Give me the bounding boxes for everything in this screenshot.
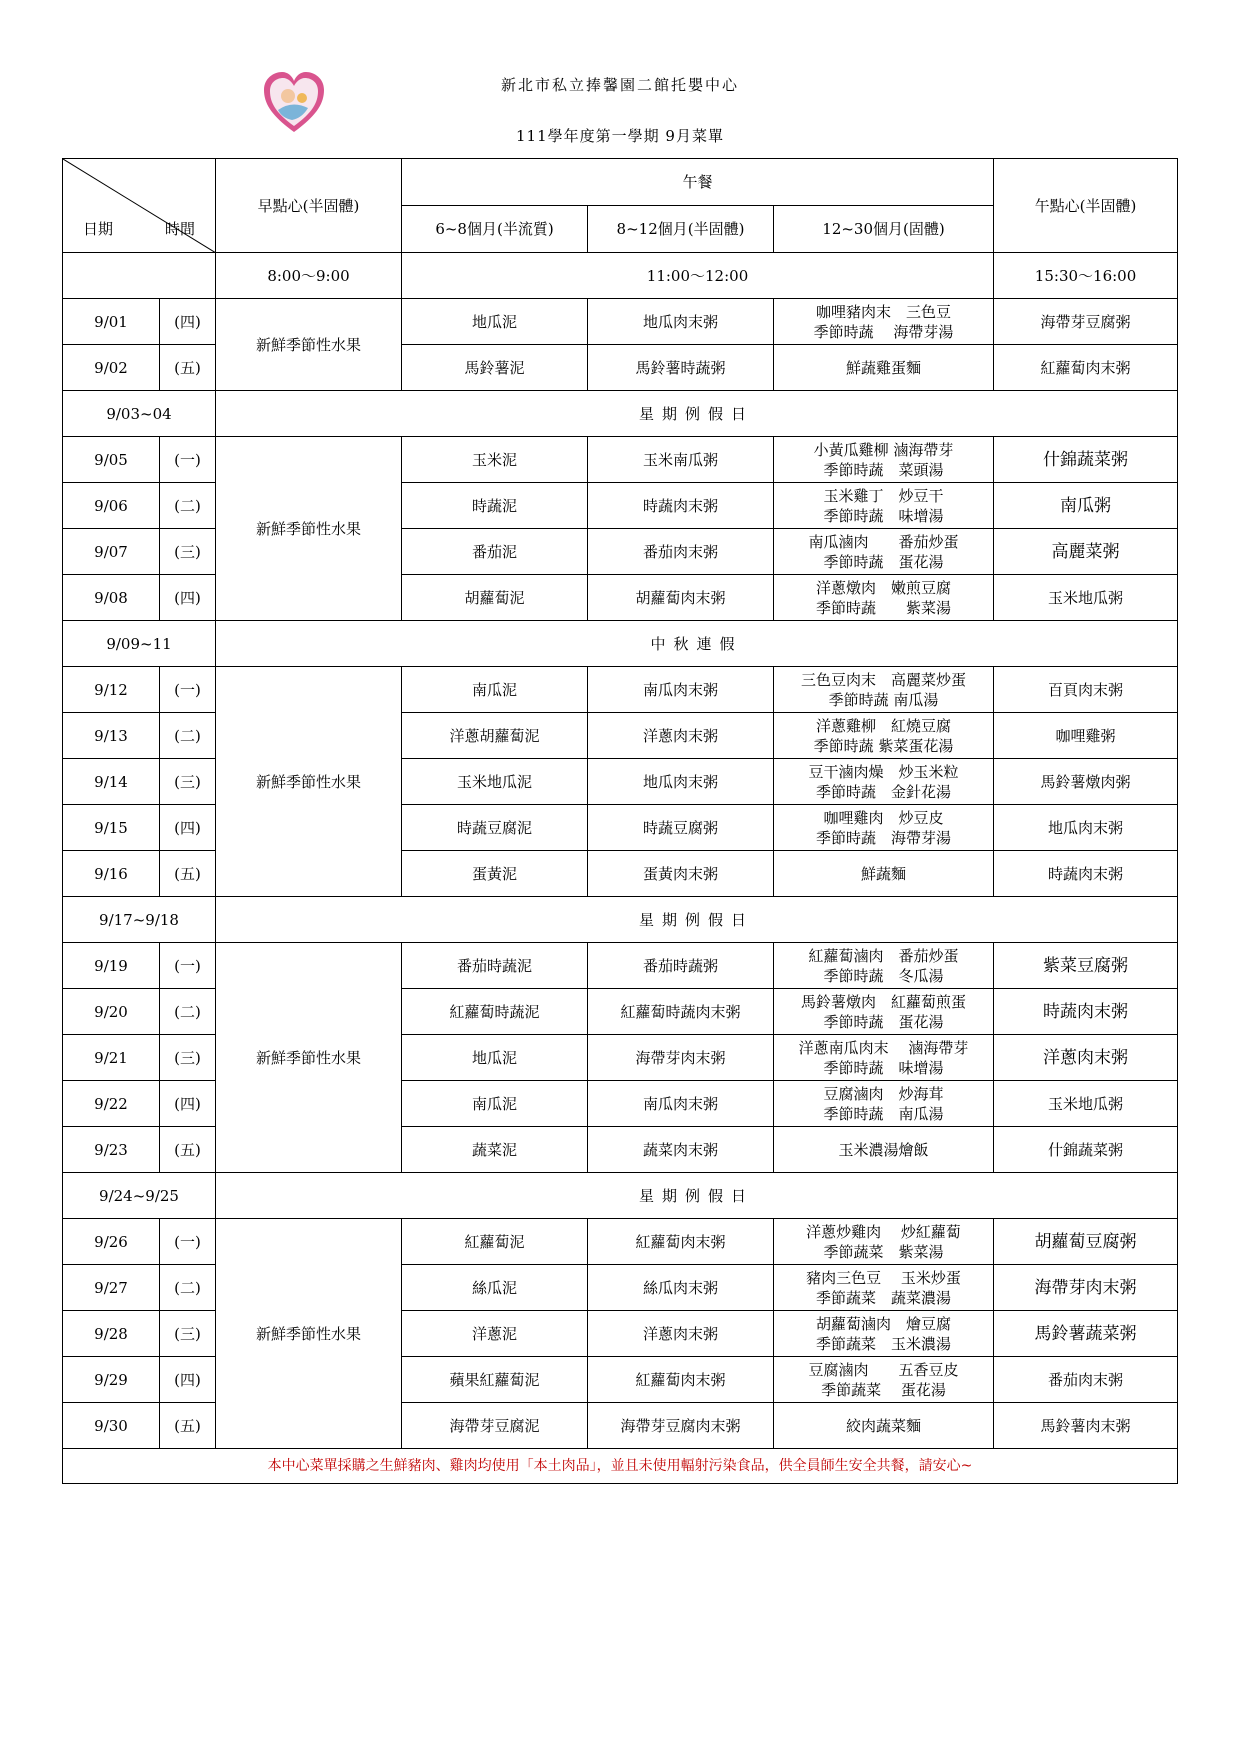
- lunch-line-2: 季節時蔬 蛋花湯: [823, 1012, 944, 1031]
- footer-row: [63, 1449, 1178, 1484]
- lunch-line-2: 季節時蔬 海帶芽湯: [813, 322, 954, 341]
- date-cell: 9/22: [63, 1081, 160, 1127]
- date-cell: 9/08: [63, 575, 160, 621]
- lunch-8-12-cell: 蔬菜肉末粥: [588, 1127, 774, 1173]
- lunch-12-30-cell: [774, 943, 994, 989]
- table-row: [63, 943, 1178, 989]
- lunch-line-1: 咖哩雞肉 炒豆皮: [823, 808, 944, 827]
- lunch-12-30-cell: [774, 1265, 994, 1311]
- lunch-6-8-cell: 玉米地瓜泥: [402, 759, 588, 805]
- lunch-6-8-cell: 胡蘿蔔泥: [402, 575, 588, 621]
- lunch-6-8-header: 6~8個月(半流質): [402, 206, 588, 253]
- lunch-line-2: 季節時蔬 味增湯: [823, 506, 944, 525]
- weekday-cell: (三): [160, 759, 216, 805]
- afternoon-cell: 咖哩雞粥: [994, 713, 1178, 759]
- lunch-8-12-cell: 紅蘿蔔肉末粥: [588, 1219, 774, 1265]
- lunch-6-8-cell: 時蔬泥: [402, 483, 588, 529]
- breakfast-cell: 新鮮季節性水果: [216, 667, 402, 897]
- lunch-6-8-cell: 南瓜泥: [402, 1081, 588, 1127]
- afternoon-cell: 紫菜豆腐粥: [994, 943, 1178, 989]
- breakfast-cell: 新鮮季節性水果: [216, 943, 402, 1173]
- weekday-cell: (五): [160, 345, 216, 391]
- date-cell: 9/27: [63, 1265, 160, 1311]
- date-cell: 9/01: [63, 299, 160, 345]
- date-cell: 9/02: [63, 345, 160, 391]
- lunch-line-1: 豆腐滷肉 五香豆皮: [808, 1360, 959, 1379]
- lunch-12-30-cell: [774, 759, 994, 805]
- lunch-line-1: 洋蔥雞柳 紅燒豆腐: [816, 716, 952, 735]
- lunch-6-8-cell: 玉米泥: [402, 437, 588, 483]
- menu-table: [62, 158, 1178, 1484]
- date-cell: 9/05: [63, 437, 160, 483]
- lunch-line-2: 季節時蔬 紫菜湯: [816, 598, 952, 617]
- date-cell: 9/26: [63, 1219, 160, 1265]
- lunch-12-30-cell: [774, 667, 994, 713]
- lunch-8-12-cell: 胡蘿蔔肉末粥: [588, 575, 774, 621]
- afternoon-cell: 地瓜肉末粥: [994, 805, 1178, 851]
- lunch-8-12-cell: 地瓜肉末粥: [588, 759, 774, 805]
- lunch-line-2: 季節蔬菜 蛋花湯: [821, 1380, 946, 1399]
- date-cell: 9/19: [63, 943, 160, 989]
- weekday-cell: (五): [160, 851, 216, 897]
- table-row: [63, 299, 1178, 345]
- lunch-12-30-cell: [774, 989, 994, 1035]
- lunch-line-2: 季節蔬菜 玉米濃湯: [816, 1334, 952, 1353]
- holiday-row: [63, 621, 1178, 667]
- date-time-header: [63, 159, 216, 253]
- afternoon-cell: 馬鈴薯肉末粥: [994, 1403, 1178, 1449]
- lunch-12-30-cell: [774, 575, 994, 621]
- lunch-6-8-cell: 地瓜泥: [402, 299, 588, 345]
- lunch-12-30-cell: [774, 1127, 994, 1173]
- afternoon-cell: 馬鈴薯燉肉粥: [994, 759, 1178, 805]
- date-cell: 9/29: [63, 1357, 160, 1403]
- lunch-12-30-cell: [774, 805, 994, 851]
- lunch-line-1: 紅蘿蔔滷肉 番茄炒蛋: [808, 946, 959, 965]
- lunch-6-8-cell: 絲瓜泥: [402, 1265, 588, 1311]
- lunch-8-12-cell: 玉米南瓜粥: [588, 437, 774, 483]
- lunch-8-12-cell: 南瓜肉末粥: [588, 1081, 774, 1127]
- lunch-6-8-cell: 洋蔥泥: [402, 1311, 588, 1357]
- lunch-8-12-cell: 蛋黃肉末粥: [588, 851, 774, 897]
- lunch-8-12-cell: 紅蘿蔔時蔬肉末粥: [588, 989, 774, 1035]
- afternoon-header: 午點心(半固體): [994, 159, 1178, 253]
- lunch-12-30-header: 12~30個月(固體): [774, 206, 994, 253]
- weekday-cell: (二): [160, 1265, 216, 1311]
- lunch-line-1: 三色豆肉末 高麗菜炒蛋: [801, 670, 967, 689]
- weekday-cell: (一): [160, 1219, 216, 1265]
- lunch-8-12-cell: 洋蔥肉末粥: [588, 713, 774, 759]
- lunch-12-30-cell: [774, 1311, 994, 1357]
- lunch-line-2: 季節時蔬 冬瓜湯: [823, 966, 944, 985]
- date-cell: 9/23: [63, 1127, 160, 1173]
- lunch-6-8-cell: 蔬菜泥: [402, 1127, 588, 1173]
- lunch-line-1: 鮮蔬麵: [861, 864, 907, 883]
- center-name: 新北市私立捧馨園二館托嬰中心: [500, 76, 739, 94]
- lunch-line-2: 季節時蔬 蛋花湯: [823, 552, 944, 571]
- weekday-cell: (一): [160, 437, 216, 483]
- date-cell: 9/15: [63, 805, 160, 851]
- weekday-cell: (二): [160, 713, 216, 759]
- lunch-line-2: 季節時蔬 金針花湯: [816, 782, 952, 801]
- lunch-8-12-cell: 地瓜肉末粥: [588, 299, 774, 345]
- lunch-line-2: 季節時蔬 味增湯: [823, 1058, 944, 1077]
- weekday-cell: (二): [160, 989, 216, 1035]
- footer-note: 本中心菜單採購之生鮮豬肉、雞肉均使用「本土肉品」，並且未使用輻射污染食品，供全員師生安全共餐，請安心~: [63, 1449, 1178, 1484]
- date-cell: 9/06: [63, 483, 160, 529]
- date-cell: 9/13: [63, 713, 160, 759]
- afternoon-cell: 南瓜粥: [994, 483, 1178, 529]
- lunch-8-12-cell: 番茄時蔬粥: [588, 943, 774, 989]
- afternoon-cell: 什錦蔬菜粥: [994, 1127, 1178, 1173]
- holiday-label: 星期例假日: [216, 391, 1178, 437]
- lunch-8-12-cell: 馬鈴薯時蔬粥: [588, 345, 774, 391]
- holiday-row: [63, 1173, 1178, 1219]
- date-cell: 9/12: [63, 667, 160, 713]
- lunch-line-1: 洋蔥燉肉 嫩煎豆腐: [816, 578, 952, 597]
- weekday-cell: (一): [160, 667, 216, 713]
- afternoon-cell: 海帶芽豆腐粥: [994, 299, 1178, 345]
- date-cell: 9/28: [63, 1311, 160, 1357]
- date-label: 日期: [83, 220, 114, 238]
- lunch-12-30-cell: [774, 345, 994, 391]
- lunch-line-2: 季節時蔬 南瓜湯: [823, 1104, 944, 1123]
- lunch-12-30-cell: [774, 1403, 994, 1449]
- lunch-12-30-cell: [774, 1357, 994, 1403]
- afternoon-cell: 高麗菜粥: [994, 529, 1178, 575]
- lunch-line-2: 季節時蔬 南瓜湯: [828, 690, 939, 709]
- weekday-cell: (四): [160, 1357, 216, 1403]
- afternoon-cell: 馬鈴薯蔬菜粥: [994, 1311, 1178, 1357]
- lunch-6-8-cell: 馬鈴薯泥: [402, 345, 588, 391]
- weekday-cell: (三): [160, 1311, 216, 1357]
- date-cell: 9/30: [63, 1403, 160, 1449]
- lunch-line-1: 鮮蔬雞蛋麵: [846, 358, 922, 377]
- lunch-8-12-cell: 海帶芽豆腐肉末粥: [588, 1403, 774, 1449]
- lunch-line-2: 季節蔬菜 蔬菜濃湯: [816, 1288, 952, 1307]
- lunch-6-8-cell: 海帶芽豆腐泥: [402, 1403, 588, 1449]
- lunch-6-8-cell: 紅蘿蔔時蔬泥: [402, 989, 588, 1035]
- lunch-8-12-cell: 時蔬豆腐粥: [588, 805, 774, 851]
- breakfast-cell: 新鮮季節性水果: [216, 437, 402, 621]
- date-cell: 9/20: [63, 989, 160, 1035]
- holiday-date: 9/03~04: [63, 391, 216, 437]
- lunch-line-1: 南瓜滷肉 番茄炒蛋: [808, 532, 959, 551]
- weekday-cell: (四): [160, 1081, 216, 1127]
- time-label: 時間: [165, 220, 196, 238]
- afternoon-time: 15:30～16:00: [994, 253, 1178, 299]
- lunch-12-30-cell: [774, 1081, 994, 1127]
- afternoon-cell: 紅蘿蔔肉末粥: [994, 345, 1178, 391]
- lunch-line-2: 季節時蔬 紫菜蛋花湯: [813, 736, 954, 755]
- breakfast-cell: 新鮮季節性水果: [216, 299, 402, 391]
- lunch-8-12-cell: 紅蘿蔔肉末粥: [588, 1357, 774, 1403]
- lunch-line-1: 胡蘿蔔滷肉 燴豆腐: [816, 1314, 952, 1333]
- holiday-row: [63, 897, 1178, 943]
- lunch-12-30-cell: [774, 851, 994, 897]
- afternoon-cell: 洋蔥肉末粥: [994, 1035, 1178, 1081]
- lunch-line-2: 季節時蔬 海帶芽湯: [816, 828, 952, 847]
- lunch-8-12-cell: 海帶芽肉末粥: [588, 1035, 774, 1081]
- afternoon-cell: 什錦蔬菜粥: [994, 437, 1178, 483]
- lunch-12-30-cell: [774, 437, 994, 483]
- lunch-12-30-cell: [774, 299, 994, 345]
- holiday-date: 9/17~9/18: [63, 897, 216, 943]
- lunch-12-30-cell: [774, 1219, 994, 1265]
- date-cell: 9/21: [63, 1035, 160, 1081]
- lunch-line-1: 豬肉三色豆 玉米炒蛋: [806, 1268, 961, 1287]
- table-row: [63, 1219, 1178, 1265]
- lunch-line-2: 季節時蔬 菜頭湯: [823, 460, 944, 479]
- afternoon-cell: 胡蘿蔔豆腐粥: [994, 1219, 1178, 1265]
- weekday-cell: (四): [160, 299, 216, 345]
- table-row: [63, 437, 1178, 483]
- date-cell: 9/07: [63, 529, 160, 575]
- holiday-row: [63, 391, 1178, 437]
- lunch-header: 午餐: [402, 159, 994, 206]
- holiday-date: 9/09~11: [63, 621, 216, 667]
- breakfast-cell: 新鮮季節性水果: [216, 1219, 402, 1449]
- lunch-12-30-cell: [774, 713, 994, 759]
- lunch-line-1: 馬鈴薯燉肉 紅蘿蔔煎蛋: [801, 992, 967, 1011]
- lunch-8-12-cell: 南瓜肉末粥: [588, 667, 774, 713]
- weekday-cell: (二): [160, 483, 216, 529]
- holiday-label: 星期例假日: [216, 897, 1178, 943]
- lunch-line-1: 洋蔥南瓜肉末 滷海帶芽: [798, 1038, 969, 1057]
- breakfast-header: 早點心(半固體): [216, 159, 402, 253]
- afternoon-cell: 玉米地瓜粥: [994, 575, 1178, 621]
- afternoon-cell: 時蔬肉末粥: [994, 851, 1178, 897]
- lunch-line-1: 豆腐滷肉 炒海茸: [823, 1084, 944, 1103]
- weekday-cell: (三): [160, 529, 216, 575]
- lunch-6-8-cell: 紅蘿蔔泥: [402, 1219, 588, 1265]
- afternoon-cell: 玉米地瓜粥: [994, 1081, 1178, 1127]
- table-row: [63, 667, 1178, 713]
- lunch-time: 11:00～12:00: [402, 253, 994, 299]
- weekday-cell: (三): [160, 1035, 216, 1081]
- lunch-line-1: 玉米雞丁 炒豆干: [823, 486, 944, 505]
- lunch-8-12-cell: 絲瓜肉末粥: [588, 1265, 774, 1311]
- holiday-label: 中秋連假: [216, 621, 1178, 667]
- lunch-6-8-cell: 蛋黃泥: [402, 851, 588, 897]
- lunch-line-2: 季節蔬菜 紫菜湯: [823, 1242, 944, 1261]
- afternoon-cell: 番茄肉末粥: [994, 1357, 1178, 1403]
- lunch-line-1: 絞肉蔬菜麵: [846, 1416, 922, 1435]
- lunch-8-12-header: 8~12個月(半固體): [588, 206, 774, 253]
- holiday-date: 9/24~9/25: [63, 1173, 216, 1219]
- date-cell: 9/16: [63, 851, 160, 897]
- lunch-6-8-cell: 番茄泥: [402, 529, 588, 575]
- lunch-6-8-cell: 番茄時蔬泥: [402, 943, 588, 989]
- lunch-6-8-cell: 時蔬豆腐泥: [402, 805, 588, 851]
- afternoon-cell: 海帶芽肉末粥: [994, 1265, 1178, 1311]
- date-cell: 9/14: [63, 759, 160, 805]
- lunch-line-1: 玉米濃湯燴飯: [838, 1140, 929, 1159]
- holiday-label: 星期例假日: [216, 1173, 1178, 1219]
- weekday-cell: (五): [160, 1403, 216, 1449]
- lunch-12-30-cell: [774, 483, 994, 529]
- lunch-8-12-cell: 洋蔥肉末粥: [588, 1311, 774, 1357]
- lunch-line-1: 小黃瓜雞柳 滷海帶芽: [813, 440, 954, 459]
- afternoon-cell: 百頁肉末粥: [994, 667, 1178, 713]
- breakfast-time: 8:00～9:00: [216, 253, 402, 299]
- lunch-line-1: 洋蔥炒雞肉 炒紅蘿蔔: [806, 1222, 961, 1241]
- lunch-line-1: 豆干滷肉燥 炒玉米粒: [808, 762, 959, 781]
- lunch-line-1: 咖哩豬肉末 三色豆: [816, 302, 952, 321]
- afternoon-cell: 時蔬肉末粥: [994, 989, 1178, 1035]
- lunch-8-12-cell: 時蔬肉末粥: [588, 483, 774, 529]
- lunch-6-8-cell: 地瓜泥: [402, 1035, 588, 1081]
- lunch-6-8-cell: 南瓜泥: [402, 667, 588, 713]
- lunch-6-8-cell: 洋蔥胡蘿蔔泥: [402, 713, 588, 759]
- weekday-cell: (五): [160, 1127, 216, 1173]
- lunch-8-12-cell: 番茄肉末粥: [588, 529, 774, 575]
- lunch-6-8-cell: 蘋果紅蘿蔔泥: [402, 1357, 588, 1403]
- blank-time-cell: [63, 253, 216, 299]
- menu-title: 111學年度第一學期 9月菜單: [516, 127, 724, 145]
- lunch-12-30-cell: [774, 1035, 994, 1081]
- lunch-12-30-cell: [774, 529, 994, 575]
- weekday-cell: (四): [160, 575, 216, 621]
- weekday-cell: (一): [160, 943, 216, 989]
- weekday-cell: (四): [160, 805, 216, 851]
